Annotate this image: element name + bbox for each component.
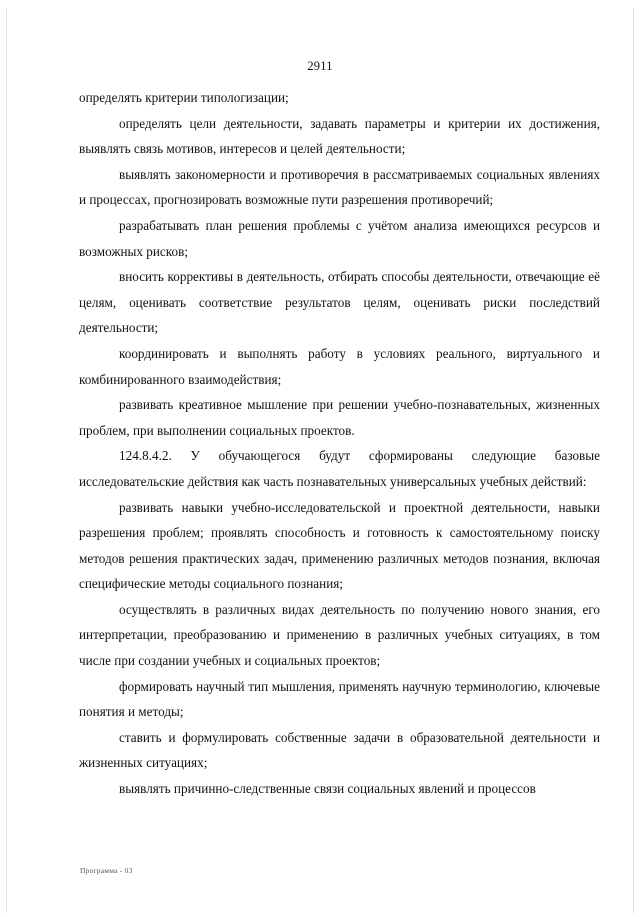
section-paragraph: 124.8.4.2. У обучающегося будут сформированы следующие базовые исследовательские действия как часть познавательных универсальных учебных действий: [79, 448, 600, 489]
paragraph: определять критерии типологизации; [79, 90, 289, 105]
document-body [79, 85, 600, 802]
paragraph: развивать креативное мышление при решении учебно-познавательных, жизненных проблем, при выполнении социальных проектов. [79, 397, 600, 438]
paragraph: выявлять причинно-следственные связи социальных явлений и процессов [119, 781, 536, 797]
paragraph: формировать научный тип мышления, применять научную терминологию, ключевые понятия и методы; [79, 678, 600, 720]
paragraph: координировать и выполнять работу в условиях реального, виртуального и комбинированного взаимодействия; [79, 345, 600, 387]
paragraph: ставить и формулировать собственные задачи в образовательной деятельности и жизненных ситуациях; [79, 729, 600, 771]
paragraph: разрабатывать план решения проблемы с учётом анализа имеющихся ресурсов и возможных рисков; [79, 217, 600, 259]
footer-note: Программа - 03 [80, 866, 133, 875]
paragraph: вносить коррективы в деятельность, отбирать способы деятельности, отвечающие её целям, оценивать соответствие результатов целям, оценивать риски последствий деятельности; [79, 269, 600, 336]
paragraph: выявлять закономерности и противоречия в рассматриваемых социальных явлениях и процессах, прогнозировать возможные пути разрешения противоречий; [79, 166, 600, 208]
paragraph: развивать навыки учебно-исследовательской и проектной деятельности, навыки разрешения проблем; проявлять способность и готовность к самостоятельному поиску методов решения практических задач, применению различных методов познания, включая специфические методы социального познания; [79, 499, 600, 592]
paragraph: осуществлять в различных видах деятельность по получению нового знания, его интерпретации, преобразованию и применению в различных учебных ситуациях, в том числе при создании учебных и социальных проектов; [79, 601, 600, 669]
page-number: 2911 [307, 59, 333, 73]
paragraph: определять цели деятельности, задавать параметры и критерии их достижения, выявлять связь мотивов, интересов и целей деятельности; [79, 115, 600, 157]
